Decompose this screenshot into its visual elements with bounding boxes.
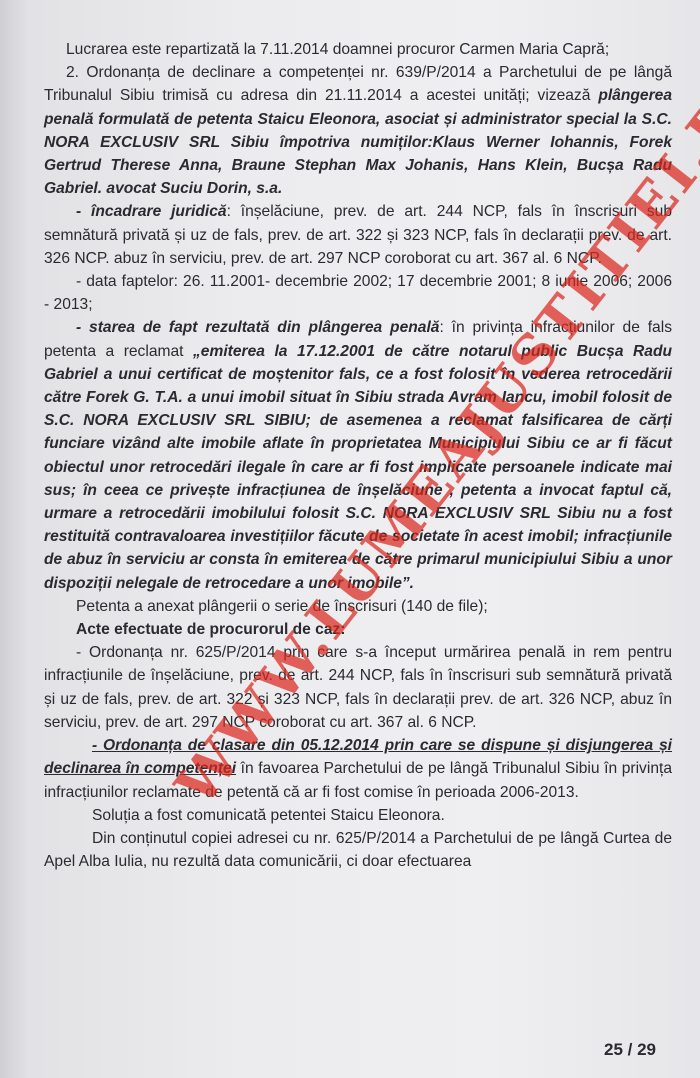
paragraph-order-625: - Ordonanța nr. 625/P/2014 prin care s-a început urmărirea penală in rem pentru infracțiunile de înșelăciune, prev. de art. 244 NCP, fals în înscrisuri sub semnătură privată și uz de fals, prev. de art. 322 și 323 NCP, fals în declarații prev. de art. 326 NCP, abuz în serviciu, prev. de art. 297 NCP coroborat cu art. 367 al. 6 NCP. — [44, 644, 672, 731]
declination-intro: 2. Ordonanța de declinare a competenței nr. 639/P/2014 a Parchetului de pe lângă Tribunalul Sibiu trimisă cu adresa din 21.11.2014 a acestei unități; vizează — [44, 64, 672, 105]
dismissal-order-label: - Ordonanța de clasare din 05.12.2014 prin care se dispune și disjungerea și declinarea în competenței — [44, 737, 672, 778]
state-of-facts-quote: „emiterea la 17.12.2001 de către notarul public Bucșa Radu Gabriel a unui certificat de moștenitor fals, ce a fost folosit în vederea retrocedării către Forek G. T.A. a unui imobil situat în Sibiu strada Avram Iancu, imobil folosit de S.C. NORA EXCLUSIV SRL SIBIU; de asemenea a reclamat falsificarea de cărți funciare vizând alte imobile aflate în proprietatea Municipiului Sibiu ce ar fi făcut obiectul unor retrocedări ilegale în care ar fi fost implicate persoanele indicate mai sus; în ceea ce privește infracțiunea de înșelăciune , petenta a invocat faptul că, urmare a retrocedării imobilului folosit S.C. NORA EXCLUSIV SRL Sibiu nu a fost restituită contravaloarea investițiilor făcute de societate în acest imobil; infracțiunile de abuz în serviciu ar consta în emiterea de către primarul municipiului Sibiu a unor dispoziții nelegale de retrocedare a unor imobile”. — [44, 342, 672, 592]
paragraph-legal-classification — [44, 200, 672, 270]
paragraph-dismissal-order — [44, 734, 672, 804]
paragraph-communication: Soluția a fost comunicată petentei Staicu Eleonora. — [92, 806, 445, 824]
page-number: 25 / 29 — [604, 1040, 656, 1059]
document-body — [44, 38, 672, 873]
state-of-facts-text: : în privința infracțiunilor de fals petenta a reclamat — [44, 319, 672, 360]
legal-classification-label: - încadrare juridică — [76, 203, 227, 221]
legal-classification-text: : înșelăciune, prev. de art. 244 NCP, fals în înscrisuri sub semnătură privată și uz de fals, prev. de art. 322 și 323 NCP, fals în declarații prev. de art. 326 NCP. abuz în serviciu, prev. de art. 297 NCP coroborat cu art. 367 al. 6 NCP. — [44, 203, 673, 267]
paragraph-assignment: Lucrarea este repartizată la 7.11.2014 doamnei procuror Carmen Maria Capră; — [66, 41, 610, 58]
paragraph-state-of-facts — [44, 316, 672, 594]
paragraph-acts-heading: Acte efectuate de procurorul de caz: — [76, 621, 346, 639]
dismissal-order-text: în favoarea Parchetului de pe lângă Tribunalul Sibiu în privința infracțiunilor reclamate de petentă că ar fi fost comise în perioada 2006-2013. — [44, 760, 672, 801]
complaint-summary: plângerea penală formulată de petenta Staicu Eleonora, asociat și administrator special la S.C. NORA EXCLUSIV SRL Sibiu împotriva numiților:Klaus Werner Iohannis, Forek Gertrud Therese Anna, Braune Stephan Max Johanis, Hans Klein, Bucșa Radu Gabriel. avocat Suciu Dorin, s.a. — [44, 87, 672, 198]
paragraph-declination-order — [44, 61, 672, 200]
paragraph-facts-dates: - data faptelor: 26. 11.2001- decembrie 2002; 17 decembrie 2001; 8 iunie 2006; 2006 - 2013; — [44, 273, 672, 314]
paragraph-annexes: Petenta a anexat plângerii o serie de înscrisuri (140 de file); — [76, 597, 488, 615]
state-of-facts-label: - starea de fapt rezultată din plângerea penală — [76, 319, 440, 337]
paragraph-address-copy: Din conținutul copiei adresei cu nr. 625/P/2014 a Parchetului de pe lângă Curtea de Apel Alba Iulia, nu rezultă data comunicării, ci doar efectuarea — [44, 829, 672, 871]
